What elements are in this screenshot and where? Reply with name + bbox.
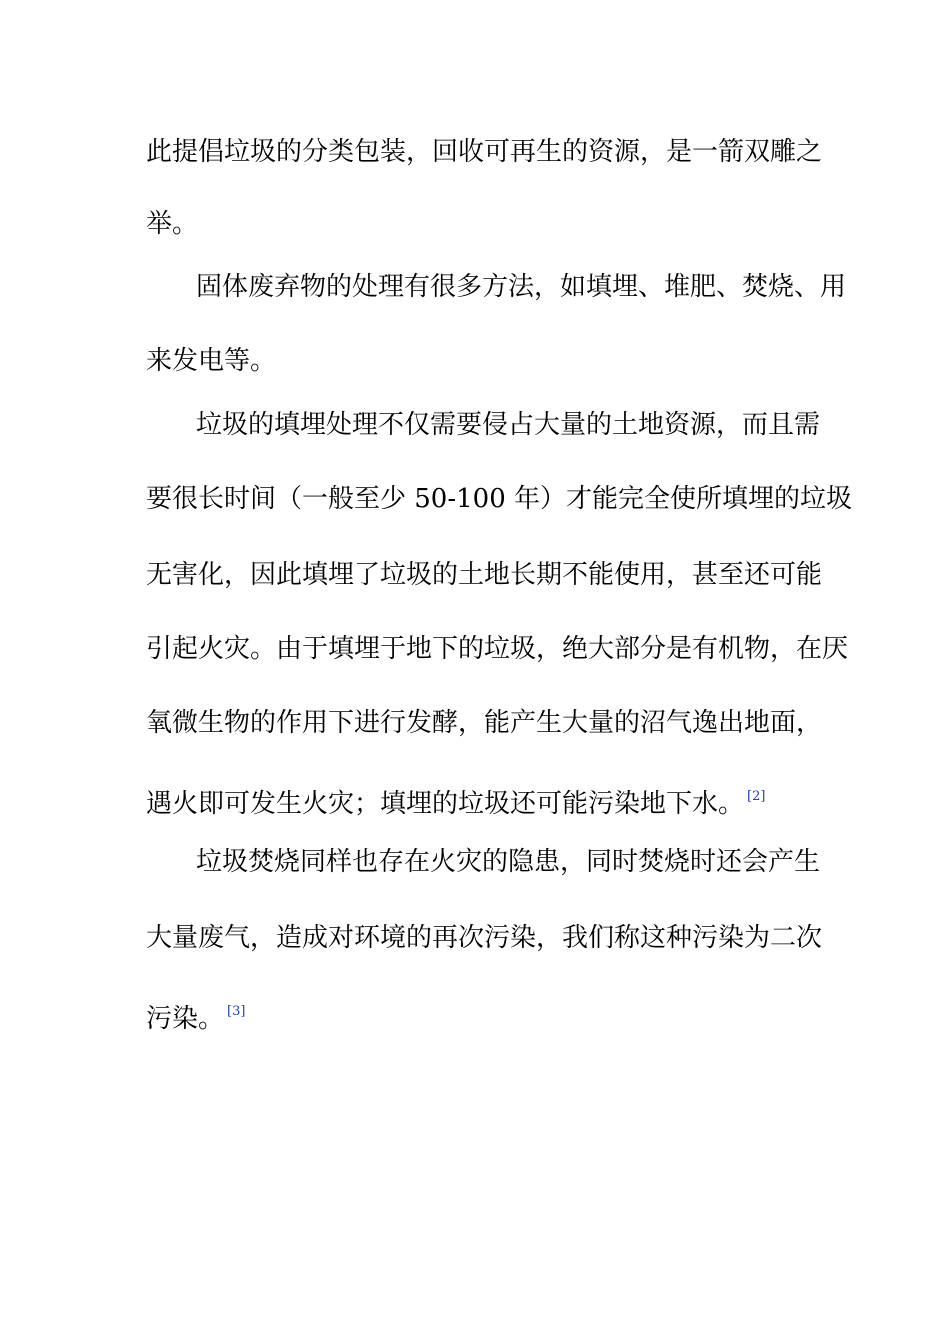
paragraph-line: 垃圾的填埋处理不仅需要侵占大量的土地资源，而且需 bbox=[196, 410, 821, 440]
citation-link[interactable]: [3] bbox=[227, 1004, 246, 1019]
paragraph-line: 固体废弃物的处理有很多方法，如填埋、堆肥、焚烧、用 bbox=[196, 272, 847, 302]
paragraph-line: 来发电等。 bbox=[146, 346, 277, 376]
paragraph-line: 引起火灾。由于填埋于地下的垃圾，绝大部分是有机物，在厌 bbox=[146, 634, 849, 664]
paragraph-text: 遇火即可发生火灾；填埋的垃圾还可能污染地下水。 bbox=[146, 789, 745, 819]
paragraph-line: 要很长时间（一般至少 50-100 年）才能完全使所填埋的垃圾 bbox=[146, 484, 853, 514]
paragraph-line: 无害化，因此填埋了垃圾的土地长期不能使用，甚至还可能 bbox=[146, 560, 823, 590]
paragraph-line: 大量废气，造成对环境的再次污染，我们称这种污染为二次 bbox=[146, 923, 823, 953]
citation-link[interactable]: [2] bbox=[747, 789, 766, 804]
paragraph-line: 此提倡垃圾的分类包装，回收可再生的资源，是一箭双雕之 bbox=[146, 137, 823, 167]
paragraph-text: 污染。 bbox=[146, 1004, 225, 1034]
paragraph-line bbox=[146, 782, 765, 819]
paragraph-line: 举。 bbox=[146, 209, 199, 239]
paragraph-line bbox=[146, 997, 245, 1034]
paragraph-line: 垃圾焚烧同样也存在火灾的隐患，同时焚烧时还会产生 bbox=[196, 847, 821, 877]
paragraph-line: 氧微生物的作用下进行发酵，能产生大量的沼气逸出地面， bbox=[146, 708, 823, 738]
